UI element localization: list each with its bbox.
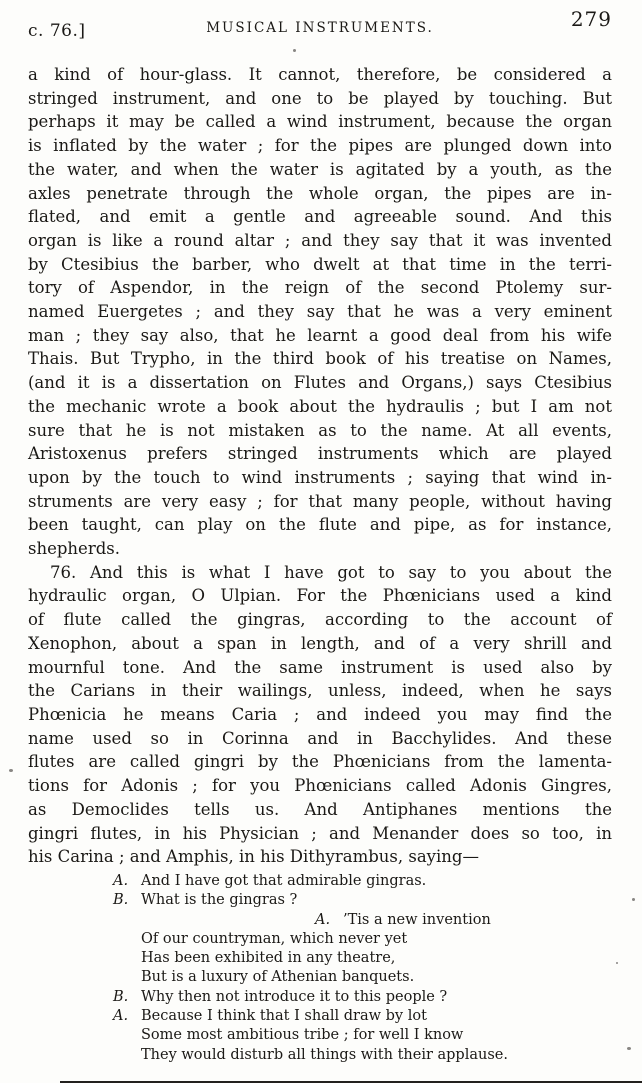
text-line: mournful tone. And the same instrument is used also by [28, 657, 612, 677]
running-title: MUSICAL INSTRUMENTS. [206, 20, 434, 36]
verse-line [28, 891, 612, 910]
text-line: struments are very easy ; for that many people, without having [28, 491, 612, 511]
page-body [28, 63, 612, 1065]
verse-text: And I have got that admirable gingras. [141, 872, 427, 889]
verse-text: Because I think that I shall draw by lot [141, 1007, 427, 1024]
text-line: hydraulic organ, O Ulpian. For the Phœnicians used a kind [28, 586, 612, 606]
text-line: (and it is a dissertation on Flutes and Organs,) says Ctesibius [28, 373, 612, 393]
text-line: of flute called the gingras, according to the account of [28, 610, 612, 630]
text-line: been taught, can play on the flute and pipe, as for instance, [28, 515, 612, 535]
verse-text: They would disturb all things with their applause. [141, 1046, 508, 1063]
text-line: name used so in Corinna and in Bacchylides. And these [28, 728, 612, 748]
paragraph-gingras [28, 561, 612, 869]
verse-line [28, 930, 612, 949]
text-line: upon by the touch to wind instruments ; saying that wind in- [28, 467, 612, 487]
verse-line [28, 1007, 612, 1026]
text-line: organ is like a round altar ; and they say that it was invented [28, 230, 612, 250]
text-line: gingri flutes, in his Physician ; and Menander does so too, in [28, 823, 612, 843]
text-line: flated, and emit a gentle and agreeable sound. And this [28, 207, 612, 227]
text-line: a kind of hour-glass. It cannot, therefore, be considered a [28, 65, 612, 84]
scan-speck [627, 1047, 631, 1050]
scan-speck [9, 769, 13, 772]
scan-speck [616, 962, 618, 964]
text-line: 76. And this is what I have got to say to you about the [50, 562, 612, 582]
verse-line [28, 872, 612, 891]
chapter-marker: c. 76.] [28, 21, 86, 41]
text-line: sure that he is not mistaken as to the name. At all events, [28, 420, 612, 440]
text-line: the mechanic wrote a book about the hydraulis ; but I am not [28, 396, 612, 416]
text-line: tory of Aspendor, in the reign of the second Ptolemy sur- [28, 278, 612, 298]
text-line: Aristoxenus prefers stringed instruments which are played [28, 444, 612, 464]
verse-line [28, 911, 612, 930]
verse-line [28, 988, 612, 1007]
text-line: as Democlides tells us. And Antiphanes mentions the [28, 799, 612, 819]
text-line: man ; they say also, that he learnt a good deal from his wife [28, 325, 612, 345]
text-line: his Carina ; and Amphis, in his Dithyrambus, saying— [28, 847, 479, 867]
verse-quotation [28, 872, 612, 1065]
text-line: the Carians in their wailings, unless, indeed, when he says [28, 681, 612, 701]
verse-text: What is the gingras ? [141, 892, 298, 909]
verse-speaker: A. [113, 1007, 129, 1024]
page-number: 279 [570, 7, 612, 31]
text-line: perhaps it may be called a wind instrument, because the organ [28, 112, 612, 132]
scan-speck [632, 898, 635, 901]
verse-speaker: A. [113, 872, 129, 889]
verse-text: Why then not introduce it to this people ? [141, 988, 448, 1005]
verse-line [28, 949, 612, 968]
verse-line [28, 1046, 612, 1065]
verse-speaker: B. [113, 988, 129, 1005]
verse-speaker: A. [315, 911, 331, 928]
text-line: Phœnicia he means Caria ; and indeed you may find the [28, 704, 612, 724]
text-line: Thais. But Trypho, in the third book of his treatise on Names, [28, 349, 612, 369]
text-line: by Ctesibius the barber, who dwelt at that time in the terri- [28, 254, 612, 274]
text-line: the water, and when the water is agitated by a youth, as the [28, 159, 612, 179]
text-line: is inflated by the water ; for the pipes are plunged down into [28, 136, 612, 156]
page-header [28, 8, 612, 63]
text-line: axles penetrate through the whole organ, the pipes are in- [28, 183, 612, 203]
verse-line [28, 968, 612, 987]
text-line: tions for Adonis ; for you Phœnicians called Adonis Gingres, [28, 776, 612, 796]
verse-line [28, 1026, 612, 1045]
text-line: Xenophon, about a span in length, and of a very shrill and [28, 633, 612, 653]
text-line: flutes are called gingri by the Phœnicians from the lamenta- [28, 752, 612, 772]
scan-speck [293, 49, 296, 52]
text-line: shepherds. [28, 539, 120, 559]
paragraph-hydraulis [28, 63, 612, 561]
verse-text: Of our countryman, which never yet [141, 930, 408, 947]
verse-text: ’Tis a new invention [343, 911, 491, 928]
verse-text: Some most ambitious tribe ; for well I know [141, 1027, 464, 1044]
verse-text: But is a luxury of Athenian banquets. [141, 969, 415, 986]
text-line: named Euergetes ; and they say that he was a very eminent [28, 302, 612, 322]
verse-text: Has been exhibited in any theatre, [141, 950, 396, 967]
verse-speaker: B. [113, 892, 129, 909]
text-line: stringed instrument, and one to be played by touching. But [28, 88, 612, 108]
